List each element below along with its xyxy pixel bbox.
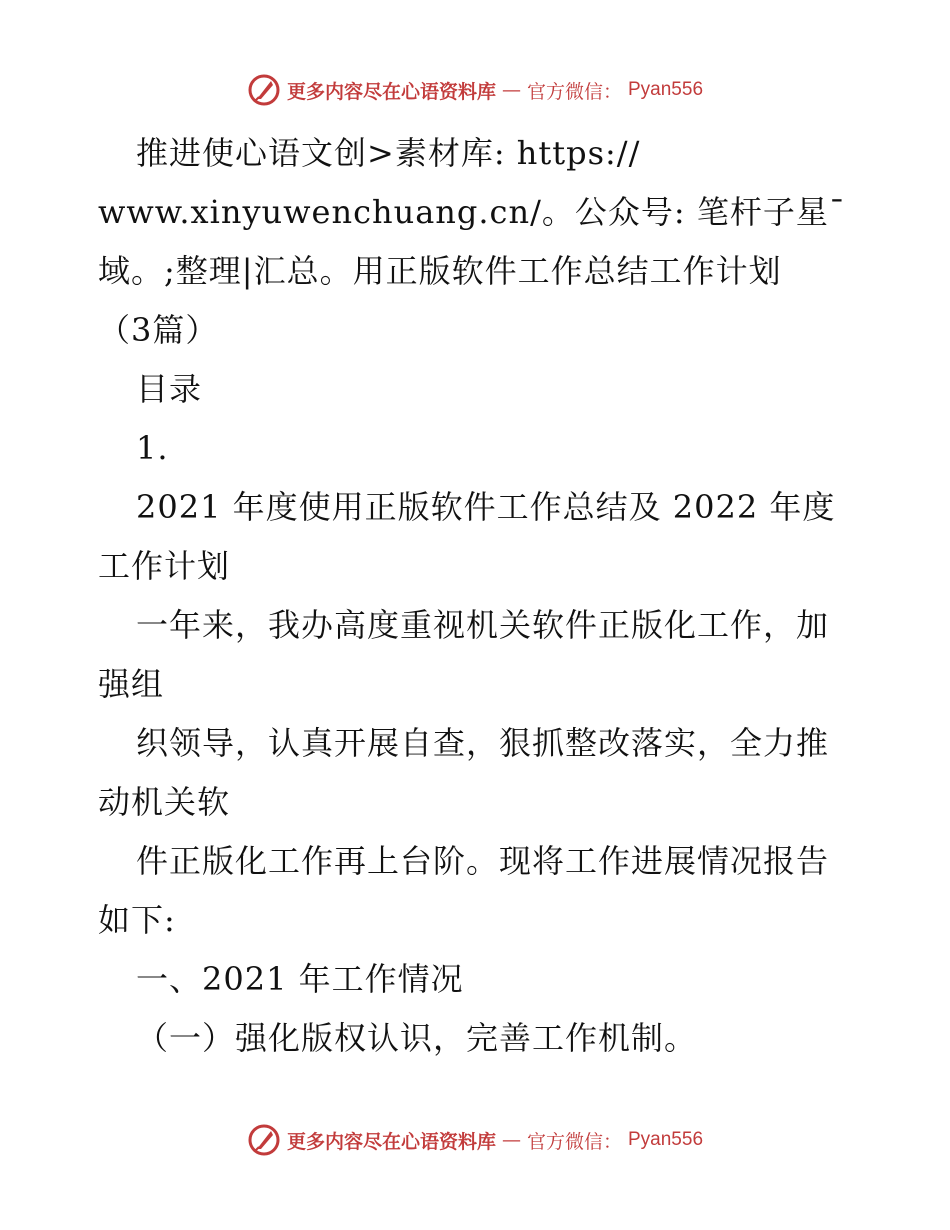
subsection-heading: （一）强化版权认识，完善工作机制。 bbox=[136, 1019, 698, 1057]
text-line: 织领导，认真开展自查，狠抓整改落实，全力推 bbox=[136, 724, 830, 762]
document-body bbox=[98, 124, 858, 1068]
text-line: 如下: bbox=[98, 901, 176, 939]
watermark-handle: Pyan556 bbox=[628, 79, 704, 100]
footer-watermark bbox=[0, 1120, 950, 1160]
text-line: www.xinyuwenchuang.cn/。公众号: 笔杆子星¯ bbox=[98, 193, 846, 231]
feather-pen-logo-icon bbox=[247, 1123, 281, 1157]
text-line: 域。;整理|汇总。用正版软件工作总结工作计划 bbox=[98, 252, 782, 290]
toc-number: 1. bbox=[136, 429, 169, 467]
section-heading-toc: 目录 bbox=[136, 370, 203, 408]
watermark-label: 官方微信： bbox=[526, 80, 622, 103]
text-line: 强组 bbox=[98, 665, 165, 703]
text-line: （3篇） bbox=[98, 311, 219, 349]
text-line: 件正版化工作再上台阶。现将工作进展情况报告 bbox=[136, 842, 830, 880]
header-watermark bbox=[0, 70, 950, 110]
watermark-text: 更多内容尽在心语资料库 bbox=[286, 80, 496, 103]
text-line: 推进使心语文创>素材库: https:// bbox=[136, 134, 641, 172]
watermark-dash: — bbox=[501, 79, 521, 101]
watermark-handle: Pyan556 bbox=[628, 1129, 704, 1150]
text-line: 2021 年度使用正版软件工作总结及 2022 年度 bbox=[136, 488, 836, 526]
watermark-label: 官方微信： bbox=[526, 1130, 622, 1153]
text-line: 动机关软 bbox=[98, 783, 231, 821]
section-heading: 一、2021 年工作情况 bbox=[136, 960, 464, 998]
feather-pen-logo-icon bbox=[247, 73, 281, 107]
watermark-text: 更多内容尽在心语资料库 bbox=[286, 1130, 496, 1153]
text-line: 一年来，我办高度重视机关软件正版化工作，加 bbox=[136, 606, 830, 644]
text-line: 工作计划 bbox=[98, 547, 231, 585]
watermark-dash: — bbox=[501, 1129, 521, 1151]
